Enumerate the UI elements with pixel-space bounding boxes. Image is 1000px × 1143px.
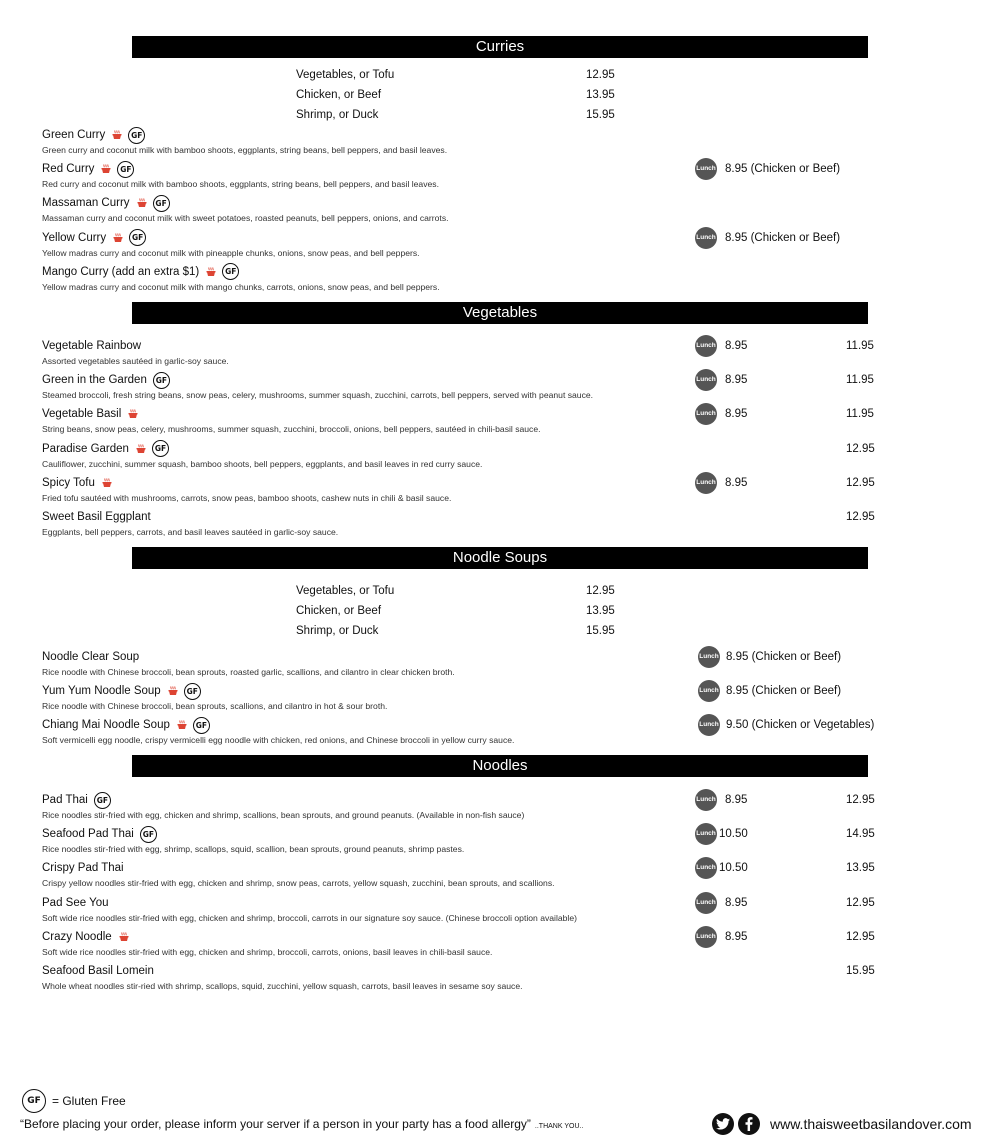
menu-item <box>42 791 942 825</box>
spicy-icon <box>135 443 147 455</box>
menu-item-description: Yellow madras curry and coconut milk with mango chunks, carrots, onions, snow peas, and bell peppers. <box>42 281 440 292</box>
dinner-price: 11.95 <box>846 374 874 387</box>
gluten-free-icon: GF <box>153 195 170 212</box>
menu-item <box>42 894 942 928</box>
section-title: Curries <box>475 38 525 55</box>
lunch-badge: Lunch <box>698 680 720 702</box>
dinner-price: 12.95 <box>846 510 875 523</box>
lunch-badge: Lunch <box>695 472 717 494</box>
spicy-icon <box>205 266 217 278</box>
gluten-free-icon: GF <box>153 372 170 389</box>
facebook-icon[interactable] <box>738 1113 760 1135</box>
spicy-icon <box>112 232 124 244</box>
dinner-price: 12.95 <box>846 794 875 806</box>
gluten-free-icon: GF <box>193 717 210 734</box>
lunch-price: 8.95 (Chicken or Beef) <box>726 685 842 698</box>
price-row <box>296 601 696 621</box>
menu-item-name: Seafood Basil Lomein <box>42 964 154 977</box>
menu-item-name-line <box>42 682 206 700</box>
spicy-icon <box>111 129 123 141</box>
lunch-price: 8.95 <box>725 794 748 806</box>
menu-item-name: Vegetable Rainbow <box>42 340 142 352</box>
lunch-price: 8.95 <box>725 476 748 489</box>
allergy-note-text: “Before placing your order, please inform your server if a person in your party has a food allergy” <box>20 1117 531 1131</box>
website-link[interactable]: www.thaisweetbasilandover.com <box>770 1116 972 1132</box>
menu-item <box>42 716 942 750</box>
twitter-icon[interactable] <box>712 1113 734 1135</box>
price-label: Vegetables, or Tofu <box>296 585 395 597</box>
menu-item-name-line <box>42 928 135 946</box>
price-value: 13.95 <box>586 605 615 617</box>
noodles-items <box>42 791 942 996</box>
menu-item <box>42 371 942 405</box>
menu-item-name-line <box>42 126 150 144</box>
menu-item <box>42 405 942 439</box>
menu-item-description: Whole wheat noodles stir-ried with shrimp, scallops, squid, zucchini, yellow squash, carrots, basil leaves in sesame soy sauce. <box>42 980 523 991</box>
menu-item-name-line <box>42 791 116 809</box>
menu-item-name-line <box>42 648 145 666</box>
gluten-free-icon: GF <box>140 826 157 843</box>
price-label: Chicken, or Beef <box>296 89 382 101</box>
section-title: Vegetables <box>462 304 538 321</box>
spicy-icon <box>167 685 179 697</box>
price-value: 12.95 <box>586 69 615 81</box>
menu-item-description: Rice noodles stir-fried with egg, chicken and shrimp, scallions, bean sprouts, and ground peanuts. (Available in non-fish sauce) <box>42 810 525 820</box>
lunch-price: 8.95 <box>725 374 748 387</box>
menu-item-description: Massaman curry and coconut milk with sweet potatoes, roasted peanuts, bell peppers, onions, and carrots. <box>42 213 449 224</box>
menu-item-name-line <box>42 229 151 247</box>
lunch-price: 8.95 <box>725 408 748 421</box>
menu-item-name: Paradise Garden <box>42 442 129 455</box>
spicy-icon <box>100 163 112 175</box>
menu-item <box>42 229 942 263</box>
menu-item-name: Red Curry <box>42 163 95 176</box>
menu-item-description: Green curry and coconut milk with bamboo shoots, eggplants, string beans, bell peppers, and basil leaves. <box>42 145 448 155</box>
menu-item-name-line <box>42 405 144 423</box>
menu-item <box>42 263 942 297</box>
lunch-badge: Lunch <box>695 789 717 811</box>
menu-item <box>42 194 942 228</box>
menu-item <box>42 126 942 160</box>
menu-item-name: Vegetable Basil <box>42 408 122 421</box>
lunch-price: 9.50 (Chicken or Vegetables) <box>726 719 875 732</box>
section-title: Noodles <box>472 757 528 774</box>
gluten-free-legend-text: = Gluten Free <box>52 1094 126 1108</box>
gluten-free-icon: GF <box>184 683 201 700</box>
allergy-note <box>20 1117 583 1131</box>
menu-item-name-line <box>42 337 147 355</box>
section-title: Noodle Soups <box>452 549 548 566</box>
price-row <box>296 85 696 105</box>
menu-item-name-line <box>42 508 157 526</box>
price-row <box>296 65 696 85</box>
menu-item <box>42 337 942 371</box>
lunch-badge: Lunch <box>698 646 720 668</box>
curries-price-table <box>296 65 696 125</box>
menu-item-description: Soft wide rice noodles stir-fried with egg, chicken and shrimp, broccoli, carrots in our signature soy sauce. (Chinese broccoli option available) <box>42 912 577 923</box>
menu-item-description: Rice noodle with Chinese broccoli, bean sprouts, scallions, and cilantro in hot & sour broth. <box>42 701 388 712</box>
menu-item-description: Assorted vegetables sautéed in garlic-soy sauce. <box>42 356 229 366</box>
gluten-free-icon: GF <box>222 263 239 280</box>
noodle-soups-price-table <box>296 581 696 641</box>
price-value: 12.95 <box>586 585 615 597</box>
social-links <box>712 1113 972 1135</box>
menu-item-name: Seafood Pad Thai <box>42 828 134 841</box>
menu-item-description: Red curry and coconut milk with bamboo shoots, eggplants, string beans, bell peppers, and basil leaves. <box>42 179 439 190</box>
vegetables-items <box>42 337 942 542</box>
price-label: Chicken, or Beef <box>296 605 382 617</box>
menu-item-name: Yum Yum Noodle Soup <box>42 685 161 698</box>
curries-items <box>42 126 942 297</box>
spicy-icon <box>127 408 139 420</box>
gluten-free-icon: GF <box>117 161 134 178</box>
lunch-badge: Lunch <box>695 227 717 249</box>
gluten-free-icon: GF <box>94 792 111 809</box>
lunch-badge: Lunch <box>695 403 717 425</box>
section-header-vegetables <box>132 302 868 324</box>
menu-item-name-line <box>42 440 174 458</box>
menu-item-name-line <box>42 716 215 734</box>
menu-item <box>42 928 942 962</box>
menu-item-description: String beans, snow peas, celery, mushrooms, summer squash, zucchini, broccoli, onions, bell peppers, sautéed in chili-basil sauce. <box>42 424 541 435</box>
lunch-price: 8.95 <box>725 340 748 352</box>
menu-item-name-line <box>42 825 162 843</box>
gluten-free-icon: GF <box>128 127 145 144</box>
menu-item-name-line <box>42 859 130 877</box>
menu-item-name: Mango Curry (add an extra $1) <box>42 265 200 278</box>
lunch-price: 8.95 (Chicken or Beef) <box>726 651 842 663</box>
menu-item <box>42 474 942 508</box>
lunch-price: 10.50 <box>719 862 748 875</box>
menu-item-name-line <box>42 894 115 912</box>
menu-item <box>42 648 942 682</box>
menu-item-name: Noodle Clear Soup <box>42 651 140 663</box>
menu-item <box>42 440 942 474</box>
menu-item-name-line <box>42 962 160 980</box>
price-value: 15.95 <box>586 625 615 637</box>
price-label: Shrimp, or Duck <box>296 625 379 637</box>
dinner-price: 15.95 <box>846 964 875 977</box>
menu-item-name: Pad See You <box>42 896 109 909</box>
menu-item-name: Spicy Tofu <box>42 476 95 489</box>
dinner-price: 12.95 <box>846 476 875 489</box>
noodle-soups-items <box>42 648 942 751</box>
menu-item-name-line <box>42 371 175 389</box>
lunch-price: 10.50 <box>719 828 748 841</box>
section-header-curries <box>132 36 868 58</box>
price-row <box>296 105 696 125</box>
gluten-free-icon: GF <box>129 229 146 246</box>
price-label: Vegetables, or Tofu <box>296 69 395 81</box>
dinner-price: 12.95 <box>846 442 875 455</box>
menu-item-description: Soft vermicelli egg noodle, crispy vermicelli egg noodle with chicken, red onions, and Chinese broccoli in yellow curry sauce. <box>42 735 515 746</box>
price-row <box>296 581 696 601</box>
price-label: Shrimp, or Duck <box>296 109 379 121</box>
section-header-noodle-soups <box>132 547 868 569</box>
menu-item-description: Yellow madras curry and coconut milk with pineapple chunks, onions, snow peas, and bell peppers. <box>42 247 420 258</box>
menu-item <box>42 962 942 996</box>
price-value: 15.95 <box>586 109 615 121</box>
menu-item <box>42 859 942 893</box>
lunch-badge: Lunch <box>695 926 717 948</box>
menu-item-description: Cauliflower, zucchini, summer squash, bamboo shoots, bell peppers, eggplants, and basil leaves in red curry sauce. <box>42 458 483 469</box>
menu-item-name: Chiang Mai Noodle Soup <box>42 719 170 732</box>
thank-you-text: ..THANK YOU.. <box>534 1123 584 1130</box>
spicy-icon <box>176 719 188 731</box>
lunch-badge: Lunch <box>695 823 717 845</box>
spicy-icon <box>101 477 113 489</box>
menu-item-name: Crazy Noodle <box>42 930 112 943</box>
lunch-badge: Lunch <box>695 857 717 879</box>
menu-item-name-line <box>42 194 175 212</box>
lunch-badge: Lunch <box>695 369 717 391</box>
menu-item-description: Steamed broccoli, fresh string beans, snow peas, celery, mushrooms, summer squash, zucchini, carrots, bell peppers, served with peanut sauce. <box>42 390 594 401</box>
lunch-price: 8.95 (Chicken or Beef) <box>725 163 841 176</box>
price-row <box>296 621 696 641</box>
dinner-price: 13.95 <box>846 862 875 875</box>
menu-item-description: Rice noodle with Chinese broccoli, bean sprouts, roasted garlic, scallions, and cilantro in clear chicken broth. <box>42 667 455 677</box>
gluten-free-icon: GF <box>152 440 169 457</box>
menu-item-description: Rice noodles stir-fried with egg, shrimp, scallops, squid, scallion, bean sprouts, ground peanuts, shrimp pastes. <box>42 844 465 855</box>
gluten-free-icon: GF <box>22 1089 46 1113</box>
menu-item-name-line <box>42 263 244 281</box>
spicy-icon <box>136 197 148 209</box>
dinner-price: 12.95 <box>846 896 875 909</box>
dinner-price: 14.95 <box>846 828 875 841</box>
menu-item-name: Massaman Curry <box>42 197 130 210</box>
dinner-price: 11.95 <box>846 408 874 421</box>
gluten-free-legend <box>22 1089 126 1113</box>
price-value: 13.95 <box>586 89 615 101</box>
dinner-price: 11.95 <box>846 340 874 352</box>
menu-item <box>42 825 942 859</box>
menu-item-description: Crispy yellow noodles stir-fried with egg, chicken and shrimp, snow peas, carrots, yellow squash, zucchini, bean sprouts, and scallions. <box>42 878 555 889</box>
menu-item-description: Soft wide rice noodles stir-fried with egg, chicken and shrimp, broccoli, carrots, onions, basil leaves in chili-basil sauce. <box>42 946 493 957</box>
menu-item-name-line <box>42 160 139 178</box>
menu-item <box>42 160 942 194</box>
menu-item-name: Green Curry <box>42 129 106 141</box>
menu-item-name: Green in the Garden <box>42 374 147 387</box>
lunch-price: 8.95 <box>725 896 748 909</box>
menu-item-description: Fried tofu sautéed with mushrooms, carrots, snow peas, bamboo shoots, cashew nuts in chili & basil sauce. <box>42 492 452 503</box>
menu-item <box>42 682 942 716</box>
menu-item-name: Yellow Curry <box>42 231 107 244</box>
lunch-badge: Lunch <box>695 158 717 180</box>
lunch-badge: Lunch <box>698 714 720 736</box>
menu-item <box>42 508 942 542</box>
menu-item-name: Crispy Pad Thai <box>42 862 124 875</box>
lunch-badge: Lunch <box>695 335 717 357</box>
menu-item-description: Eggplants, bell peppers, carrots, and basil leaves sautéed in garlic-soy sauce. <box>42 526 339 537</box>
spicy-icon <box>118 931 130 943</box>
lunch-price: 8.95 (Chicken or Beef) <box>725 231 841 244</box>
menu-item-name-line <box>42 474 118 492</box>
lunch-price: 8.95 <box>725 930 748 943</box>
lunch-badge: Lunch <box>695 892 717 914</box>
menu-item-name: Sweet Basil Eggplant <box>42 510 151 523</box>
section-header-noodles <box>132 755 868 777</box>
dinner-price: 12.95 <box>846 930 875 943</box>
menu-item-name: Pad Thai <box>42 794 88 806</box>
